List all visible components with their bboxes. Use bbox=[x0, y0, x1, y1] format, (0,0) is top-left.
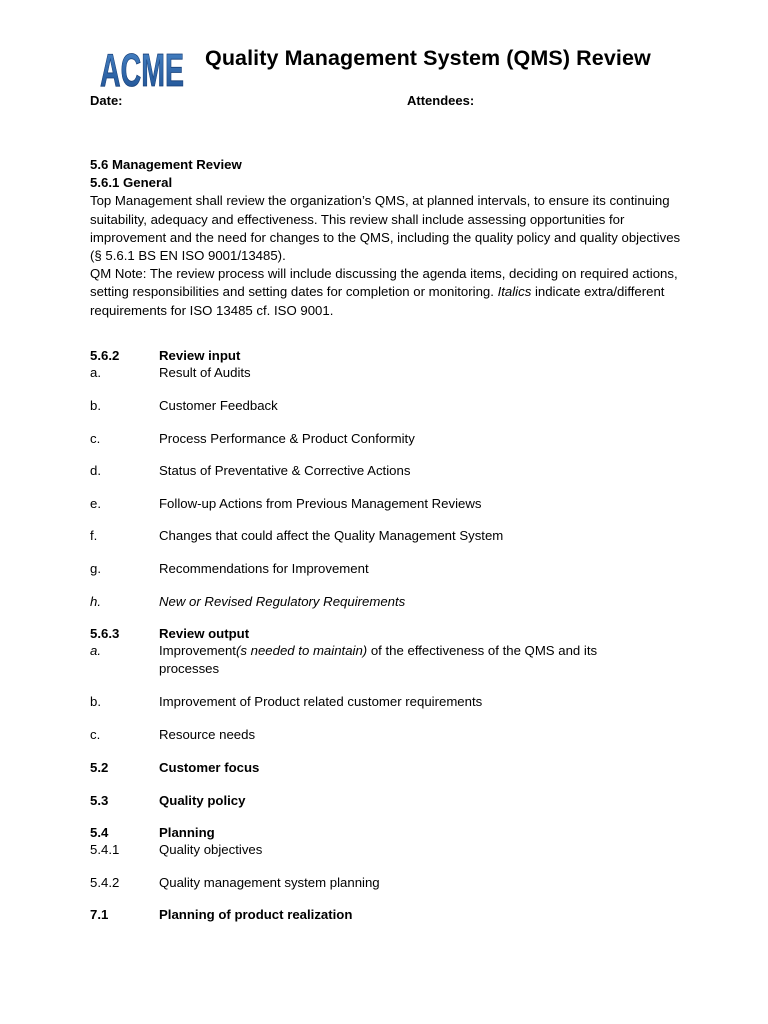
qm-note: QM Note: The review process will include discussing the agenda items, deciding on required actions, setting responsibilities and setting dates for completion or monitoring. Italics indicate extra/different requirements for ISO 13485 cf. ISO 9001. bbox=[90, 266, 678, 318]
section-subheading: 5.6.1 General bbox=[90, 175, 173, 191]
document-title: Quality Management System (QMS) Review bbox=[205, 46, 651, 70]
acme-logo bbox=[98, 40, 188, 97]
document-page: ACME Quality Management System (QMS) Review Date: Attendees: 5.6 Management Review 5.6.1 General Top Management shall review the organization’s QMS, at planned intervals, to ensure its continuing suitability, adequacy and effectiveness. This review shall include assessing opportunities for improvement and the need for changes to the QMS, including the quality policy and quality objectives (§ 5.6.1 BS EN ISO 9001/13485). QM Note: The review process will include discussing the agenda items, deciding on required actions, setting responsibilities and setting dates for completion or monitoring. Italics indicate extra/different requirements for ISO 13485 cf. ISO 9001. 5.6.2 Review input a. Result of Audits b. Customer Feedback c. Process Performance & Product Conformity d. Status of Preventative & Corrective Actions e. Follow-up Actions from Previous Management Reviews f. Changes that could affect the Quality Management System g. Recommendations for Improvement h. New or Revised Regulatory Requirements 5.6.3 Review output a. Improvement(s needed to maintain) of the effectiveness of the QMS and its processes b. Improvement of Product related customer requirements c. Resource needs 5.2 Customer focus 5.3 Quality policy 5.4 Planning 5.4.1 Quality objectives 5.4.2 Quality management system planning 7.1 Planning of product realization bbox=[0, 0, 768, 1024]
date-label: Date: bbox=[90, 93, 123, 108]
section-heading: 5.6 Management Review bbox=[90, 157, 242, 172]
svg-text:ACME: ACME bbox=[100, 44, 184, 97]
section-5-6-general bbox=[90, 156, 690, 320]
attendees-label: Attendees: bbox=[407, 93, 475, 108]
general-paragraph: Top Management shall review the organization’s QMS, at planned intervals, to ensure its continuing suitability, adequacy and effectiveness. This review shall include assessing opportunities for improvement and the need for changes to the QMS, including the quality policy and quality objectives (§ 5.6.1 BS EN ISO 9001/13485). bbox=[90, 193, 681, 264]
document-header bbox=[98, 40, 698, 97]
